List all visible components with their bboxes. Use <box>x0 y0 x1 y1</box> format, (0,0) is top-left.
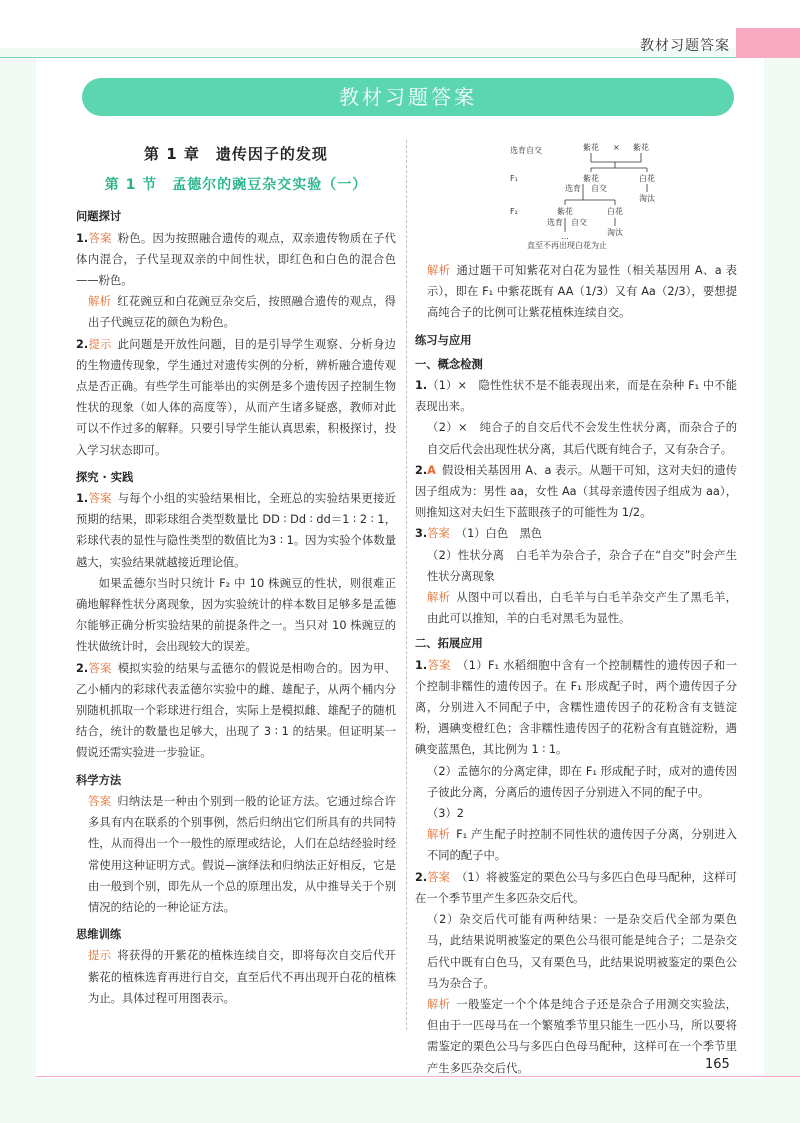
page-number: 165 <box>705 1057 730 1072</box>
diagram-label: 白花 <box>639 174 655 183</box>
heading-lianxi: 练习与应用 <box>415 333 472 347</box>
q1-answer <box>76 228 396 292</box>
diagram-label: 选育自交 <box>510 146 542 155</box>
q2-hint <box>76 334 396 461</box>
g3-analysis <box>415 587 737 629</box>
diagram-label: F₁ <box>510 174 518 183</box>
analysis-tag: 解析 <box>427 264 451 277</box>
column-divider <box>406 140 407 1030</box>
q-number: 1. <box>415 658 428 672</box>
answer-text: 归纳法是一种由个别到一般的论证方法。它通过综合许多具有内在联系的个别事例，然后归纳出它们所具有的共同特性，从而得出一个一般性的原理或结论，人们在总结经验时经常使用这种证明方式。假说—演绎法和归纳法正好相反，它是由一般到个别，即先从一个总的原理出发，从中推导关于个别情况的结论的一种论证方法。 <box>88 794 396 914</box>
diagram-label: … <box>561 232 569 241</box>
t2-answer <box>76 658 396 764</box>
analysis-text: 一般鉴定一个个体是纯合子还是杂合子用测交实验法，但由于一匹母马在一个繁殖季节里只能生一匹小马，所以要将需鉴定的栗色公马与多匹白色母马配种，这样可在一个季节里产生多匹杂交后代。 <box>427 997 737 1075</box>
diagram-label: 紫花 <box>583 143 599 152</box>
left-column <box>76 140 396 1009</box>
q-number: 1. <box>76 492 89 506</box>
diagram-label: F₂ <box>510 207 518 216</box>
diagram-label: 紫花 <box>583 174 599 183</box>
q-number: 2. <box>76 337 89 351</box>
analysis-tag: 解析 <box>427 828 451 842</box>
t1-answer <box>76 488 396 573</box>
q-number: 2. <box>415 870 428 884</box>
answer-text: （1）F₁ 水稻细胞中含有一个控制糯性的遗传因子和一个控制非糯性的遗传因子。在 F₁ 形成配子时，两个遗传因子分离，分别进入不同配子中，含糯性遗传因子的花粉含有支链淀粉，遇碘变橙红色；含非糯性遗传因子的花粉含有直链淀粉，遇碘变蓝黑色，其比例为 1 ∶ 1。 <box>415 658 737 757</box>
q1-analysis <box>76 291 396 333</box>
diagram-label: 自交 <box>571 218 587 227</box>
q-number: 1. <box>76 231 89 245</box>
answer-tag: 答案 <box>88 661 112 675</box>
q-number: 3. <box>415 527 428 541</box>
analysis-text: F₁ 产生配子时控制不同性状的遗传因子分离，分别进入不同的配子中。 <box>427 828 737 863</box>
e2-answer <box>415 867 737 909</box>
answer-text: 假设相关基因用 A、a 表示。从题干可知，这对夫妇的遗传因子组成为：男性 aa，女性 Aa（其母亲遗传因子组成为 aa），则推知这对夫妇生下蓝眼孩子的可能性为 1/2。 <box>415 463 737 520</box>
q-number: 2. <box>76 661 89 675</box>
answer-tag: 答案 <box>88 794 112 808</box>
q-number: 1. <box>415 379 428 393</box>
heading-tuozhan: 二、拓展应用 <box>415 637 483 651</box>
answer-text: （1）× 隐性性状不是不能表现出来，而是在杂种 F₁ 中不能表现出来。 <box>415 379 737 414</box>
running-header: 教材习题答案 <box>640 38 730 54</box>
hint-text: 此问题是开放性问题，目的是引导学生观察、分析身边的生物遗传现象，学生通过对遗传实例的分析，辨析融合遗传观点是否正确。有些学生可能举出的实例是多个遗传因子控制生物性状的现象（如人体的高度等），从而产生诸多疑惑，教师对此可以不作过多的解释。只要引导学生能认真思索，积极探讨，投入学习状态即可。 <box>76 337 396 457</box>
analysis-tag: 解析 <box>427 997 451 1011</box>
diagram-lines <box>415 140 737 252</box>
answer-tag: 答案 <box>427 870 451 884</box>
answer-text: 粉色。因为按照融合遗传的观点，双亲遗传物质在子代体内混合，子代呈现双亲的中间性状，即红色和白色的混合色——粉色。 <box>76 231 396 288</box>
g1-answer <box>415 375 737 417</box>
answer-text: 模拟实验的结果与孟德尔的假说是相吻合的。因为甲、乙小桶内的彩球代表孟德尔实验中的雌、雄配子，从两个桶内分别随机抓取一个彩球进行组合，实际上是模拟雌、雄配子的随机结合，统计的数量也足够大，出现了 3 ∶ 1 的结果。但证明某一假说还需实验进一步验证。 <box>76 661 396 760</box>
answer-tag: 答案 <box>427 658 452 672</box>
hint-tag: 提示 <box>88 949 112 963</box>
diagram-label: 紫花 <box>557 207 573 216</box>
analysis-text: 从图中可以看出，白毛羊与白毛羊杂交产生了黑毛羊，由此可以推知，羊的白毛对黑毛为显性。 <box>427 591 737 626</box>
diagram-label: × <box>613 143 620 152</box>
answer-tag: 答案 <box>88 231 112 245</box>
chapter-title: 第 1 章 遗传因子的发现 <box>144 145 328 163</box>
g3-answer <box>415 523 737 544</box>
e1-analysis <box>415 824 737 866</box>
analysis-tag: 解析 <box>427 591 451 605</box>
title-banner: 教材习题答案 <box>82 78 734 116</box>
e2-answer-2: （2）杂交后代可能有两种结果：一是杂交后代全部为栗色马，此结果说明被鉴定的栗色公马很可能是纯合子；二是杂交后代中既有白色马，又有栗色马，此结果说明被鉴定的栗色公马为杂合子。 <box>427 913 737 990</box>
analysis-tag: 解析 <box>88 295 112 309</box>
e1-answer-3: （3）2 <box>427 807 464 821</box>
hint-text: 将获得的开紫花的植株连续自交，即将每次自交后代开紫花的植株选育再进行自交，直至后代不再出现开白花的植株为止。具体过程可用图表示。 <box>88 949 396 1005</box>
analysis-text: 红花豌豆和白花豌豆杂交后，按照融合遗传的观点，得出子代豌豆花的颜色为粉色。 <box>88 295 396 330</box>
diagram-analysis <box>415 260 737 324</box>
header-tab <box>736 28 800 58</box>
g2-answer <box>415 460 737 524</box>
diagram-label: 淘汰 <box>607 228 623 237</box>
g3-answer-cont: （2）性状分离 白毛羊为杂合子，杂合子在“自交”时会产生性状分离现象 <box>427 548 737 583</box>
heading-siwei: 思维训练 <box>76 928 122 942</box>
diagram-label: 紫花 <box>633 143 649 152</box>
diagram-label: 白花 <box>607 207 623 216</box>
siwei-hint <box>76 945 396 1009</box>
right-column <box>415 140 737 1079</box>
answer-text: 与每个小组的实验结果相比，全班总的实验结果更接近预期的结果，即彩球组合类型数量比 DD ∶ Dd ∶ dd＝1 ∶ 2 ∶ 1，彩球代表的显性与隐性类型的数值比为3 ∶ 1。因为实验个体数量越大，实验结果就越接近理论值。 <box>76 492 396 569</box>
section-title: 第 1 节 孟德尔的豌豆杂交实验（一） <box>104 177 368 194</box>
e1-answer <box>415 655 737 761</box>
e2-analysis <box>415 994 737 1079</box>
answer-text: （1）白色 黑色 <box>455 527 543 541</box>
g1-answer-b: （2）× 纯合子的自交后代不会发生性状分离，而杂合子的自交后代会出现性状分离，其后代既有纯合子，又有杂合子。 <box>427 421 737 456</box>
heading-gainian: 一、概念检测 <box>415 357 483 371</box>
heading-tanjiu: 探究 · 实践 <box>76 470 134 484</box>
diagram-label: 选育 <box>565 184 581 193</box>
heading-wenti: 问题探讨 <box>76 210 122 224</box>
diagram-label: 自交 <box>591 184 607 193</box>
answer-tag: 答案 <box>88 492 112 506</box>
diagram-label: 直至不再出现白花为止 <box>527 241 607 250</box>
breeding-diagram <box>415 140 737 252</box>
hint-tag: 提示 <box>88 337 112 351</box>
answer-text: （1）将被鉴定的栗色公马与多匹白色母马配种，这样可在一个季节里产生多匹杂交后代。 <box>415 870 737 905</box>
diagram-label: 选育 <box>547 218 563 227</box>
analysis-text: 通过题干可知紫花对白花为显性（相关基因用 A、a 表示），即在 F₁ 中紫花既有 AA（1/3）又有 Aa（2/3），要想提高纯合子的比例可让紫花植株连续自交。 <box>427 264 737 320</box>
heading-kexue: 科学方法 <box>76 773 122 787</box>
answer-tag: 答案 <box>427 527 450 541</box>
answer-choice: A <box>427 463 436 477</box>
footer-rule <box>36 1076 800 1077</box>
q-number: 2. <box>415 463 428 477</box>
diagram-label: 淘汰 <box>639 194 655 203</box>
e1-answer-2: （2）孟德尔的分离定律，即在 F₁ 形成配子时，成对的遗传因子彼此分离，分离后的遗传因子分别进入不同的配子中。 <box>427 764 737 799</box>
kexue-answer <box>76 791 396 918</box>
t1-answer-cont: 如果孟德尔当时只统计 F₂ 中 10 株豌豆的性状，则很难正确地解释性状分离现象，因为实验统计的样本数目足够多是孟德尔能够正确分析实验结果的前提条件之一。当只对 10 株豌豆的性状做统计时，会出现较大的误差。 <box>76 576 396 654</box>
